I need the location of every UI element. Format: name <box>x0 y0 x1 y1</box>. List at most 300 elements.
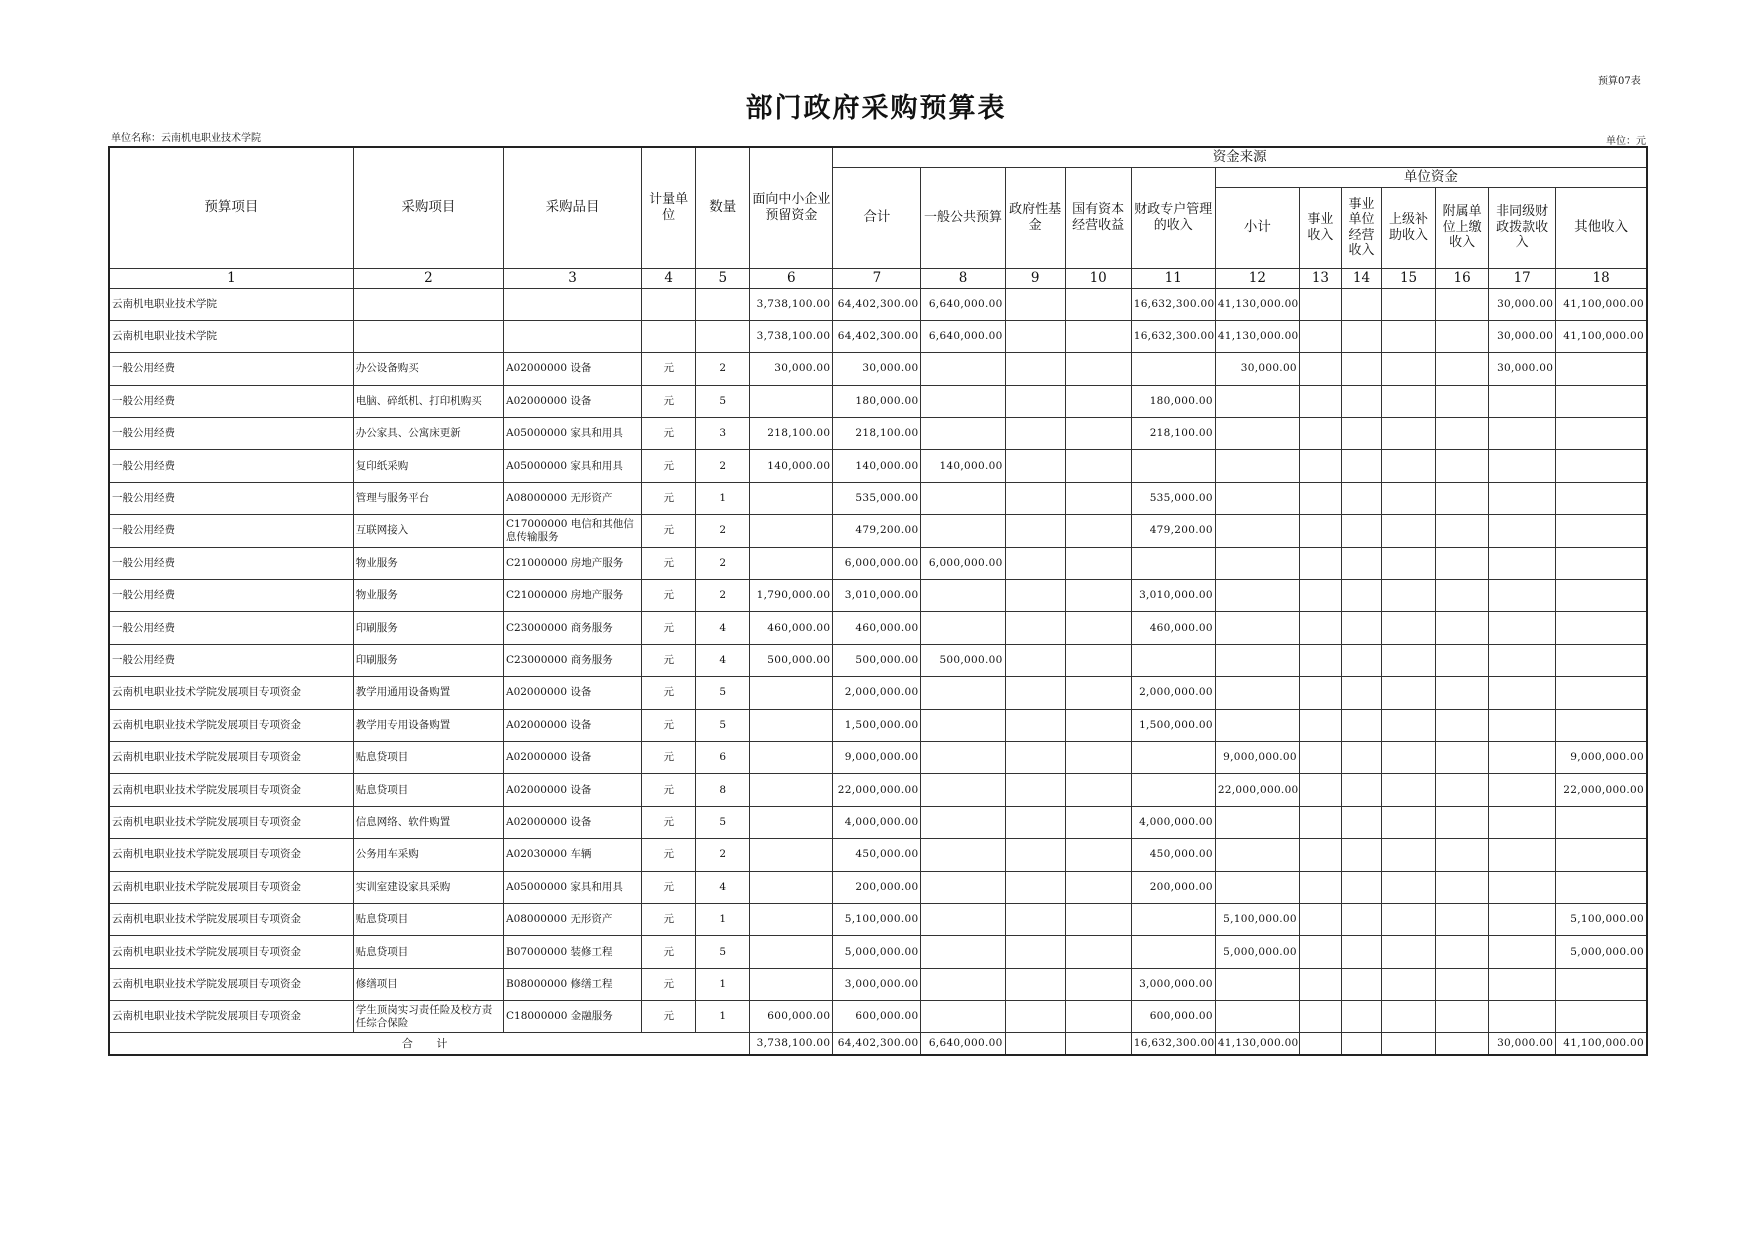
table-cell <box>1436 450 1489 482</box>
table-cell: 2 <box>696 580 750 612</box>
table-cell <box>921 871 1005 903</box>
table-cell: A05000000 家具和用具 <box>503 871 641 903</box>
table-cell: 450,000.00 <box>1131 839 1215 871</box>
table-cell <box>1005 968 1065 1000</box>
table-cell <box>1556 1001 1647 1033</box>
table-cell <box>1299 385 1341 417</box>
table-cell: 1 <box>696 1001 750 1033</box>
table-row <box>109 806 1647 838</box>
table-cell: 600,000.00 <box>750 1001 833 1033</box>
table-cell <box>1436 353 1489 385</box>
table-cell <box>1556 450 1647 482</box>
table-cell <box>1489 936 1556 968</box>
table-cell <box>1341 709 1381 741</box>
table-cell: 5 <box>696 936 750 968</box>
table-cell <box>1436 385 1489 417</box>
table-cell <box>1005 353 1065 385</box>
table-cell <box>1005 903 1065 935</box>
total-cell: 41,100,000.00 <box>1556 1033 1647 1055</box>
table-row <box>109 450 1647 482</box>
table-row <box>109 385 1647 417</box>
table-cell <box>1005 677 1065 709</box>
table-cell <box>503 288 641 320</box>
table-cell: 460,000.00 <box>833 612 921 644</box>
table-cell <box>1341 418 1381 450</box>
table-cell <box>1131 741 1215 773</box>
table-cell <box>1341 385 1381 417</box>
table-cell: A05000000 家具和用具 <box>503 418 641 450</box>
table-row <box>109 677 1647 709</box>
table-cell: 4 <box>696 612 750 644</box>
table-cell: 41,100,000.00 <box>1556 288 1647 320</box>
table-cell <box>1299 968 1341 1000</box>
table-cell <box>1215 450 1299 482</box>
table-cell: 3,738,100.00 <box>750 320 833 352</box>
table-cell <box>1299 450 1341 482</box>
table-cell: 元 <box>642 482 696 514</box>
table-cell: A05000000 家具和用具 <box>503 450 641 482</box>
table-cell: 535,000.00 <box>1131 482 1215 514</box>
table-cell: 450,000.00 <box>833 839 921 871</box>
table-cell: 600,000.00 <box>1131 1001 1215 1033</box>
column-index-cell: 7 <box>833 268 921 288</box>
table-cell <box>1005 482 1065 514</box>
table-cell: 一般公用经费 <box>109 482 353 514</box>
table-cell <box>1341 839 1381 871</box>
table-cell <box>1065 677 1131 709</box>
table-cell: 22,000,000.00 <box>1215 774 1299 806</box>
table-cell: 41,130,000.00 <box>1215 288 1299 320</box>
table-cell <box>696 320 750 352</box>
table-cell <box>1005 774 1065 806</box>
table-cell <box>1065 320 1131 352</box>
table-cell: 4,000,000.00 <box>1131 806 1215 838</box>
table-cell: 218,100.00 <box>1131 418 1215 450</box>
table-cell: 5,000,000.00 <box>833 936 921 968</box>
table-cell <box>1341 320 1381 352</box>
table-cell <box>1065 968 1131 1000</box>
table-cell <box>750 677 833 709</box>
table-cell: 云南机电职业技术学院发展项目专项资金 <box>109 968 353 1000</box>
table-cell: 460,000.00 <box>750 612 833 644</box>
table-cell: 元 <box>642 547 696 579</box>
table-cell <box>1005 936 1065 968</box>
table-cell: A02000000 设备 <box>503 709 641 741</box>
table-cell: 办公家具、公寓床更新 <box>353 418 503 450</box>
total-cell: 41,130,000.00 <box>1215 1033 1299 1055</box>
table-cell: 460,000.00 <box>1131 612 1215 644</box>
table-cell <box>1556 353 1647 385</box>
table-cell <box>1436 871 1489 903</box>
column-index-cell: 2 <box>353 268 503 288</box>
table-cell <box>1436 418 1489 450</box>
table-cell <box>921 580 1005 612</box>
table-cell: 64,402,300.00 <box>833 288 921 320</box>
table-cell: 修缮项目 <box>353 968 503 1000</box>
table-cell: 贴息贷项目 <box>353 903 503 935</box>
table-cell: 一般公用经费 <box>109 612 353 644</box>
table-cell <box>1489 580 1556 612</box>
table-cell: 元 <box>642 612 696 644</box>
table-cell <box>921 741 1005 773</box>
table-cell <box>1382 741 1436 773</box>
table-cell <box>1341 968 1381 1000</box>
table-cell <box>1382 871 1436 903</box>
column-index-cell: 1 <box>109 268 353 288</box>
table-cell <box>1341 677 1381 709</box>
table-cell <box>1341 806 1381 838</box>
table-cell: 8 <box>696 774 750 806</box>
table-cell: 30,000.00 <box>1489 288 1556 320</box>
header-fiscal-special: 财政专户管理的收入 <box>1131 167 1215 268</box>
table-cell <box>1299 547 1341 579</box>
table-cell <box>1489 644 1556 676</box>
table-cell <box>1341 482 1381 514</box>
table-cell <box>1065 871 1131 903</box>
table-cell <box>1382 839 1436 871</box>
table-cell <box>1489 741 1556 773</box>
header-budget-project: 预算项目 <box>109 147 353 268</box>
table-cell <box>1341 515 1381 547</box>
table-cell <box>1215 547 1299 579</box>
table-cell <box>1299 903 1341 935</box>
table-cell: A02000000 设备 <box>503 385 641 417</box>
header-fund-source: 资金来源 <box>833 147 1647 167</box>
table-cell <box>1382 320 1436 352</box>
table-cell: 218,100.00 <box>833 418 921 450</box>
table-cell: B07000000 装修工程 <box>503 936 641 968</box>
table-cell: 6,000,000.00 <box>833 547 921 579</box>
table-cell: B08000000 修缮工程 <box>503 968 641 1000</box>
table-cell <box>1065 353 1131 385</box>
table-cell: 5 <box>696 385 750 417</box>
table-cell <box>1489 612 1556 644</box>
table-cell: 30,000.00 <box>1489 320 1556 352</box>
table-cell <box>1299 677 1341 709</box>
table-cell <box>1436 644 1489 676</box>
table-cell <box>1382 644 1436 676</box>
table-row <box>109 612 1647 644</box>
table-cell: 500,000.00 <box>921 644 1005 676</box>
table-cell <box>1489 515 1556 547</box>
table-cell <box>1215 709 1299 741</box>
table-cell <box>1382 288 1436 320</box>
table-cell: 云南机电职业技术学院发展项目专项资金 <box>109 1001 353 1033</box>
column-index-cell: 17 <box>1489 268 1556 288</box>
table-cell <box>1489 903 1556 935</box>
table-cell: 500,000.00 <box>750 644 833 676</box>
table-cell <box>1131 450 1215 482</box>
table-cell <box>1005 709 1065 741</box>
table-cell: 一般公用经费 <box>109 353 353 385</box>
table-cell <box>1005 839 1065 871</box>
budget-table <box>108 146 1648 1056</box>
table-row <box>109 580 1647 612</box>
table-cell: 一般公用经费 <box>109 644 353 676</box>
table-cell: 贴息贷项目 <box>353 774 503 806</box>
table-cell: 9,000,000.00 <box>833 741 921 773</box>
table-cell <box>750 871 833 903</box>
table-cell <box>1382 580 1436 612</box>
table-cell: C17000000 电信和其他信息传输服务 <box>503 515 641 547</box>
table-cell: 元 <box>642 580 696 612</box>
table-cell <box>1436 709 1489 741</box>
table-cell: 30,000.00 <box>1489 353 1556 385</box>
table-cell <box>1382 774 1436 806</box>
table-cell <box>1215 968 1299 1000</box>
header-general-public-budget: 一般公共预算 <box>921 167 1005 268</box>
table-cell <box>1215 418 1299 450</box>
table-cell <box>1436 968 1489 1000</box>
page-title: 部门政府采购预算表 <box>745 93 1007 124</box>
table-cell: C23000000 商务服务 <box>503 644 641 676</box>
form-number: 预算07表 <box>1598 76 1641 87</box>
table-cell: 云南机电职业技术学院发展项目专项资金 <box>109 774 353 806</box>
table-cell: 一般公用经费 <box>109 547 353 579</box>
table-cell: 5,000,000.00 <box>1556 936 1647 968</box>
table-cell <box>1215 644 1299 676</box>
table-cell: 218,100.00 <box>750 418 833 450</box>
table-cell <box>1382 612 1436 644</box>
table-cell: 6,640,000.00 <box>921 288 1005 320</box>
table-cell <box>921 418 1005 450</box>
table-row <box>109 320 1647 352</box>
table-cell: 物业服务 <box>353 547 503 579</box>
table-cell <box>1436 903 1489 935</box>
table-cell <box>1005 320 1065 352</box>
table-cell <box>1489 968 1556 1000</box>
table-cell <box>1489 385 1556 417</box>
table-cell <box>1005 612 1065 644</box>
table-row <box>109 1001 1647 1033</box>
table-cell <box>1556 709 1647 741</box>
table-cell: 16,632,300.00 <box>1131 288 1215 320</box>
table-cell: 3,738,100.00 <box>750 288 833 320</box>
table-cell <box>1299 839 1341 871</box>
table-cell: 140,000.00 <box>833 450 921 482</box>
table-cell <box>1065 903 1131 935</box>
table-cell <box>1382 709 1436 741</box>
table-cell <box>1005 450 1065 482</box>
table-cell: 3 <box>696 418 750 450</box>
table-cell: 1 <box>696 968 750 1000</box>
table-cell: 4,000,000.00 <box>833 806 921 838</box>
table-cell: A02000000 设备 <box>503 677 641 709</box>
table-cell <box>1299 774 1341 806</box>
table-cell: 元 <box>642 968 696 1000</box>
table-cell <box>1489 709 1556 741</box>
table-cell <box>921 903 1005 935</box>
table-cell <box>750 547 833 579</box>
table-cell <box>1489 450 1556 482</box>
table-cell <box>750 936 833 968</box>
table-cell <box>1215 1001 1299 1033</box>
table-cell: 5 <box>696 677 750 709</box>
table-cell <box>1436 741 1489 773</box>
column-index-cell: 5 <box>696 268 750 288</box>
table-cell <box>1436 806 1489 838</box>
table-cell: 云南机电职业技术学院发展项目专项资金 <box>109 839 353 871</box>
table-cell <box>750 709 833 741</box>
table-cell <box>1436 482 1489 514</box>
table-cell: 元 <box>642 385 696 417</box>
table-cell <box>921 839 1005 871</box>
table-cell <box>1131 903 1215 935</box>
table-cell: 2 <box>696 515 750 547</box>
table-row <box>109 288 1647 320</box>
table-cell: A08000000 无形资产 <box>503 903 641 935</box>
table-cell: 200,000.00 <box>1131 871 1215 903</box>
table-cell <box>921 774 1005 806</box>
table-cell: 1 <box>696 903 750 935</box>
table-cell <box>1489 839 1556 871</box>
table-cell <box>1556 580 1647 612</box>
table-cell <box>1556 871 1647 903</box>
total-row <box>109 1033 1647 1055</box>
header-state-capital: 国有资本经营收益 <box>1065 167 1131 268</box>
table-cell <box>1341 644 1381 676</box>
table-cell: 2 <box>696 547 750 579</box>
table-cell: 元 <box>642 871 696 903</box>
table-cell: 互联网接入 <box>353 515 503 547</box>
table-cell <box>1065 482 1131 514</box>
table-cell <box>1436 1001 1489 1033</box>
table-cell <box>1131 353 1215 385</box>
table-cell: 479,200.00 <box>833 515 921 547</box>
table-cell <box>750 482 833 514</box>
total-cell <box>1299 1033 1341 1055</box>
table-cell <box>1215 482 1299 514</box>
table-cell: 云南机电职业技术学院发展项目专项资金 <box>109 936 353 968</box>
table-cell: 1,790,000.00 <box>750 580 833 612</box>
table-cell <box>1215 806 1299 838</box>
table-cell: 5,100,000.00 <box>833 903 921 935</box>
column-index-row <box>109 268 1647 288</box>
table-row <box>109 482 1647 514</box>
table-row <box>109 968 1647 1000</box>
table-cell: 140,000.00 <box>921 450 1005 482</box>
table-cell <box>1299 871 1341 903</box>
table-cell <box>1005 515 1065 547</box>
table-cell <box>1065 580 1131 612</box>
table-cell <box>1215 580 1299 612</box>
table-cell <box>750 839 833 871</box>
column-index-cell: 9 <box>1005 268 1065 288</box>
table-cell <box>1215 677 1299 709</box>
table-cell <box>1382 547 1436 579</box>
table-cell <box>1005 806 1065 838</box>
table-cell <box>1065 644 1131 676</box>
table-cell <box>750 741 833 773</box>
table-cell <box>1215 839 1299 871</box>
table-cell <box>921 482 1005 514</box>
table-cell <box>1131 644 1215 676</box>
table-cell <box>921 806 1005 838</box>
header-purchase-item: 采购品目 <box>503 147 641 268</box>
table-cell <box>1436 839 1489 871</box>
table-cell: 印刷服务 <box>353 612 503 644</box>
table-cell <box>1341 547 1381 579</box>
table-cell: 22,000,000.00 <box>833 774 921 806</box>
table-cell <box>1382 968 1436 1000</box>
table-cell <box>1299 580 1341 612</box>
table-cell <box>750 903 833 935</box>
total-cell <box>1382 1033 1436 1055</box>
table-cell: 4 <box>696 871 750 903</box>
table-cell <box>1065 774 1131 806</box>
table-cell: 云南机电职业技术学院发展项目专项资金 <box>109 741 353 773</box>
header-sme-reserved: 面向中小企业预留资金 <box>750 147 833 268</box>
table-cell <box>1382 903 1436 935</box>
table-cell: 5,100,000.00 <box>1215 903 1299 935</box>
table-cell <box>1556 515 1647 547</box>
currency-unit-label: 单位：元 <box>1606 136 1646 147</box>
table-cell <box>1556 482 1647 514</box>
table-cell <box>1382 353 1436 385</box>
table-cell: 500,000.00 <box>833 644 921 676</box>
table-cell <box>1489 871 1556 903</box>
column-index-cell: 12 <box>1215 268 1299 288</box>
table-cell <box>921 677 1005 709</box>
table-cell <box>1382 418 1436 450</box>
table-cell <box>1436 547 1489 579</box>
table-cell <box>1341 580 1381 612</box>
table-cell: 一般公用经费 <box>109 450 353 482</box>
table-cell <box>1382 385 1436 417</box>
table-cell: 3,010,000.00 <box>833 580 921 612</box>
table-cell <box>1489 774 1556 806</box>
table-cell: 9,000,000.00 <box>1215 741 1299 773</box>
table-cell <box>1065 418 1131 450</box>
table-cell <box>1065 515 1131 547</box>
table-cell <box>1005 418 1065 450</box>
total-cell <box>1436 1033 1489 1055</box>
header-unit-funds: 单位资金 <box>1215 167 1647 187</box>
table-cell: 元 <box>642 936 696 968</box>
header-unit: 计量单位 <box>642 147 696 268</box>
table-cell <box>1215 612 1299 644</box>
table-cell <box>1131 774 1215 806</box>
table-cell: A02000000 设备 <box>503 741 641 773</box>
table-cell: 180,000.00 <box>1131 385 1215 417</box>
table-cell: 元 <box>642 418 696 450</box>
table-cell: 元 <box>642 741 696 773</box>
header-non-same-level: 非同级财政拨款收入 <box>1489 187 1556 268</box>
table-cell <box>1489 806 1556 838</box>
table-cell <box>1436 677 1489 709</box>
table-cell: 一般公用经费 <box>109 580 353 612</box>
column-index-cell: 13 <box>1299 268 1341 288</box>
table-cell: 5,100,000.00 <box>1556 903 1647 935</box>
total-cell: 16,632,300.00 <box>1131 1033 1215 1055</box>
table-row <box>109 515 1647 547</box>
table-cell <box>1436 515 1489 547</box>
table-cell <box>921 385 1005 417</box>
table-cell <box>921 709 1005 741</box>
table-cell <box>1436 580 1489 612</box>
table-cell <box>1215 515 1299 547</box>
table-cell <box>1065 839 1131 871</box>
header-gov-fund: 政府性基金 <box>1005 167 1065 268</box>
table-cell <box>1489 1001 1556 1033</box>
table-cell <box>1489 418 1556 450</box>
table-cell: 41,100,000.00 <box>1556 320 1647 352</box>
table-cell <box>1299 515 1341 547</box>
table-cell: 一般公用经费 <box>109 385 353 417</box>
table-cell <box>750 385 833 417</box>
table-cell <box>750 774 833 806</box>
table-cell <box>1299 709 1341 741</box>
